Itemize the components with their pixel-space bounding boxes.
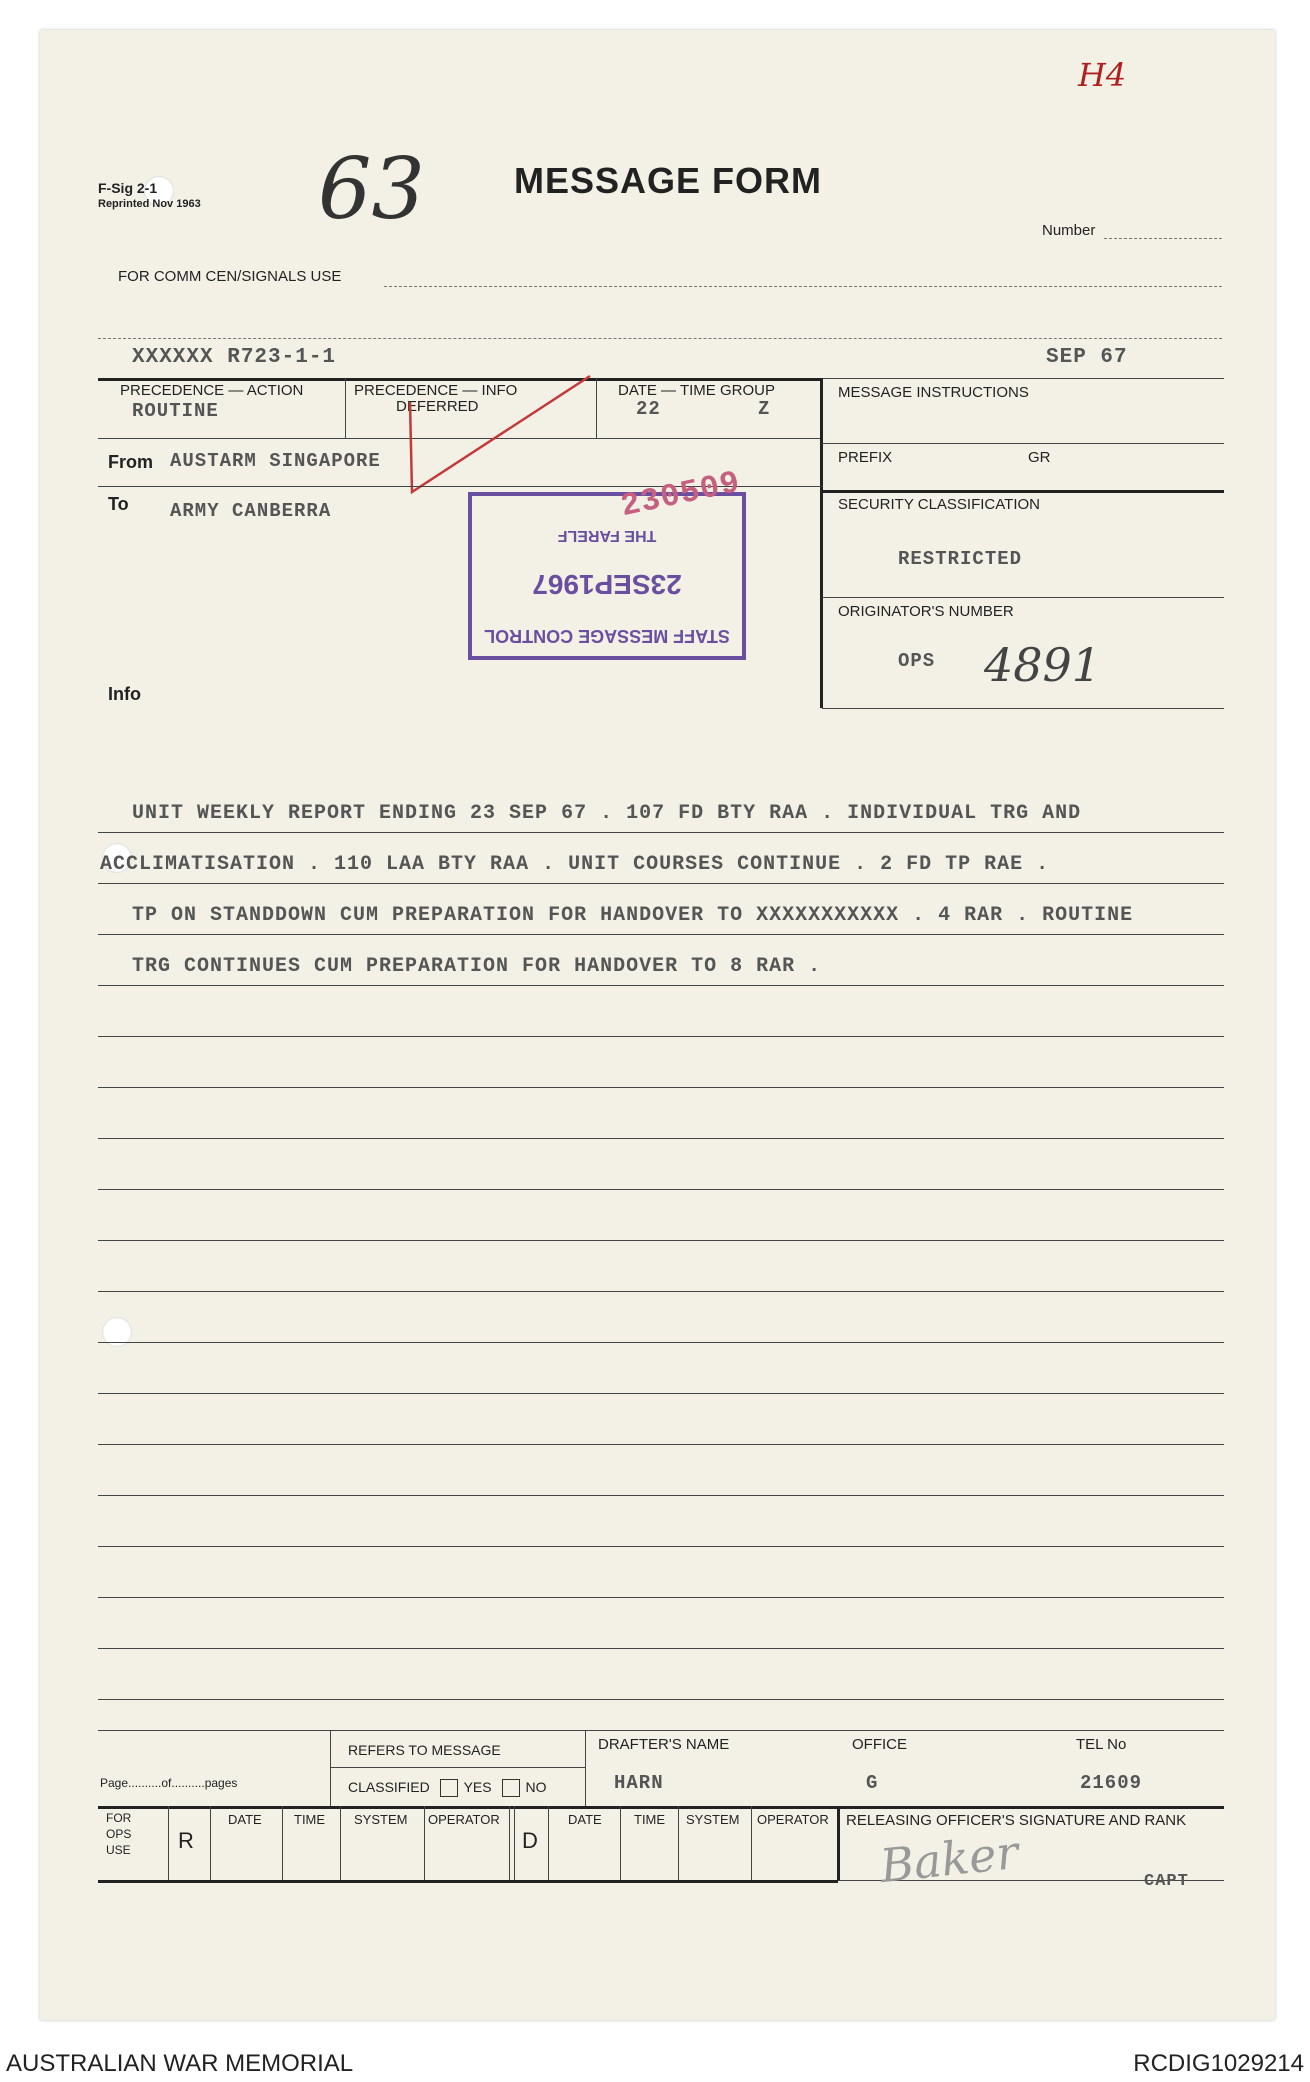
office-label: OFFICE [852,1736,907,1753]
number-label: Number [1042,222,1096,239]
from-label: From [108,452,153,472]
date-label: DATE [568,1812,602,1827]
stamp-number: 230509 [617,463,744,526]
check-mark-icon [400,372,600,502]
file-reference: XXXXXX R723-1-1 [132,346,337,369]
drafters-name-label: DRAFTER'S NAME [598,1736,730,1753]
corner-mark: H4 [1078,56,1127,94]
office-value: G [866,1772,879,1794]
ruled-line [98,1342,1224,1343]
body-line: TP ON STANDDOWN CUM PREPARATION FOR HANDOVER TO XXXXXXXXXXX . 4 RAR . ROUTINE [132,904,1134,927]
r-label: R [178,1828,194,1853]
originators-number-label: ORIGINATOR'S NUMBER [838,603,1014,620]
handwritten-number: 63 [318,140,425,238]
ruled-line [98,1189,1224,1190]
dtg-zone: Z [758,398,771,420]
date-reference: SEP 67 [1046,346,1128,369]
precedence-info-deferred: DEFERRED [396,398,479,415]
ruled-line [98,1240,1224,1241]
tel-no-label: TEL No [1076,1736,1127,1753]
originators-number-prefix: OPS [898,650,936,672]
body-line: UNIT WEEKLY REPORT ENDING 23 SEP 67 . 107 FD BTY RAA . INDIVIDUAL TRG AND [132,802,1082,825]
footer-institution: AUSTRALIAN WAR MEMORIAL [6,2050,354,2077]
ruled-line [98,1087,1224,1088]
officer-rank: CAPT [1144,1872,1189,1891]
classified-no-checkbox[interactable] [502,1779,520,1797]
ruled-line [98,1393,1224,1394]
stamp-date: 23SEP1967 [532,569,682,600]
classified-label: CLASSIFIED YES NO [348,1779,547,1797]
ruled-line [98,1648,1224,1649]
tel-no-value: 21609 [1080,1772,1143,1794]
ruled-line [98,1546,1224,1547]
body-line: ACCLIMATISATION . 110 LAA BTY RAA . UNIT COURSES CONTINUE . 2 FD TP RAE . [100,853,1050,876]
stamp-handler: THE FARELF [557,527,657,544]
info-label: Info [108,684,141,704]
security-classification-label: SECURITY CLASSIFICATION [838,496,1040,513]
dtg-day: 22 [636,398,661,420]
ruled-line [98,1138,1224,1139]
drafters-name-value: HARN [614,1772,664,1794]
page-count-label: Page..........of..........pages [100,1776,238,1790]
officer-signature: Baker [877,1824,1021,1894]
dtg-label: DATE — TIME GROUP [618,382,775,399]
time-label: TIME [634,1812,666,1827]
comm-cen-label: FOR COMM CEN/SIGNALS USE [118,268,342,285]
precedence-info-label: PRECEDENCE — INFO [354,382,518,399]
ruled-line [98,1444,1224,1445]
precedence-action-label: PRECEDENCE — ACTION [120,382,304,399]
ruled-line [98,883,1224,884]
ruled-line [98,985,1224,986]
ruled-line [98,1495,1224,1496]
from-value: AUSTARM SINGAPORE [170,450,381,472]
ruled-line [98,1597,1224,1598]
form-code: F-Sig 2-1 [98,180,158,196]
system-label: SYSTEM [354,1812,408,1827]
ruled-line [98,934,1224,935]
for-ops-use-label: FOR OPS USE [106,1811,132,1857]
message-instructions-label: MESSAGE INSTRUCTIONS [838,384,1029,401]
to-value: ARMY CANBERRA [170,500,332,522]
security-classification-value: RESTRICTED [898,548,1023,570]
stamp-org: STAFF MESSAGE CONTROL [484,626,730,646]
classified-yes-checkbox[interactable] [440,1779,458,1797]
to-label: To [108,494,129,514]
releasing-officer-label: RELEASING OFFICER'S SIGNATURE AND RANK [846,1812,1187,1829]
refers-to-message-label: REFERS TO MESSAGE [348,1742,501,1758]
body-line: TRG CONTINUES CUM PREPARATION FOR HANDOVER TO 8 RAR . [132,955,822,978]
message-form-sheet [40,30,1275,2020]
gr-label: GR [1028,449,1051,466]
staff-message-control-stamp [468,492,746,660]
footer-record-id: RCDIG1029214 [1133,2050,1304,2077]
date-label: DATE [228,1812,262,1827]
reprint-date: Reprinted Nov 1963 [98,198,201,210]
operator-label: OPERATOR [757,1812,829,1827]
system-label: SYSTEM [686,1812,740,1827]
d-label: D [522,1828,538,1853]
originators-number-handwritten: 4891 [984,638,1102,692]
operator-label: OPERATOR [428,1812,500,1827]
form-title: MESSAGE FORM [514,160,823,201]
ruled-line [98,1036,1224,1037]
ruled-line [98,1291,1224,1292]
ruled-line [98,1699,1224,1700]
precedence-action-value: ROUTINE [132,400,219,422]
prefix-label: PREFIX [838,449,893,466]
time-label: TIME [294,1812,326,1827]
ruled-line [98,832,1224,833]
